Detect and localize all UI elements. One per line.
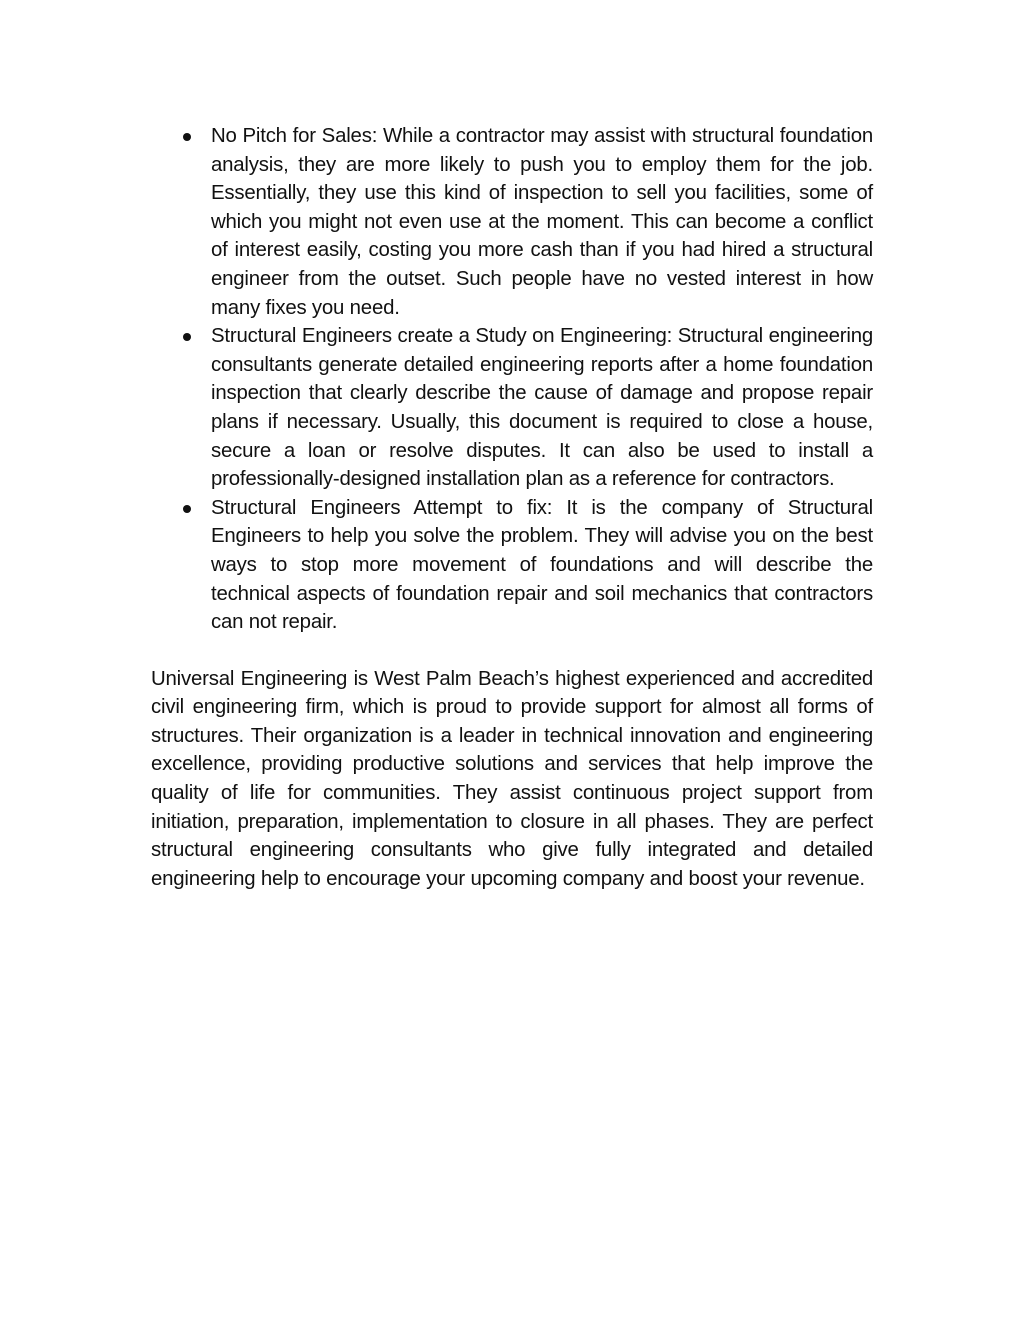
body-paragraph: Universal Engineering is West Palm Beach’s highest experienced and accredited civil engineering firm, which is proud to provide support for almost all forms of structures. Their organization is a leader in technical innovation and engineering excellence, providing productive solutions and services that help improve the quality of life for communities. They assist continuous project support from initiation, preparation, implementation to closure in all phases. They are perfect structural engineering consultants who give fully integrated and detailed engineering help to encourage your upcoming company and boost your revenue. <box>151 667 873 890</box>
bullet-item-engineering-study <box>151 322 873 494</box>
document-body <box>151 122 873 893</box>
bullet-text: Structural Engineers Attempt to fix: It is the company of Structural Engineers to help you solve the problem. They will advise you on the best ways to stop more movement of foundations and will describe the technical aspects of foundation repair and soil mechanics that contractors can not repair. <box>211 496 873 634</box>
bullet-icon <box>183 333 191 341</box>
bullet-list <box>151 122 873 637</box>
bullet-text: Structural Engineers create a Study on Engineering: Structural engineering consultants generate detailed engineering reports after a home foundation inspection that clearly describe the cause of damage and propose repair plans if necessary. Usually, this document is required to close a house, secure a loan or resolve disputes. It can also be used to install a professionally-designed installation plan as a reference for contractors. <box>211 325 873 491</box>
bullet-item-attempt-to-fix <box>151 494 873 637</box>
bullet-text: No Pitch for Sales: While a contractor may assist with structural foundation analysis, they are more likely to push you to employ them for the job. Essentially, they use this kind of inspection to sell you facilities, some of which you might not even use at the moment. This can become a conflict of interest easily, costing you more cash than if you had hired a structural engineer from the outset. Such people have no vested interest in how many fixes you need. <box>211 125 873 319</box>
bullet-item-no-pitch-for-sales <box>151 122 873 322</box>
bullet-icon <box>183 505 191 513</box>
bullet-icon <box>183 133 191 141</box>
